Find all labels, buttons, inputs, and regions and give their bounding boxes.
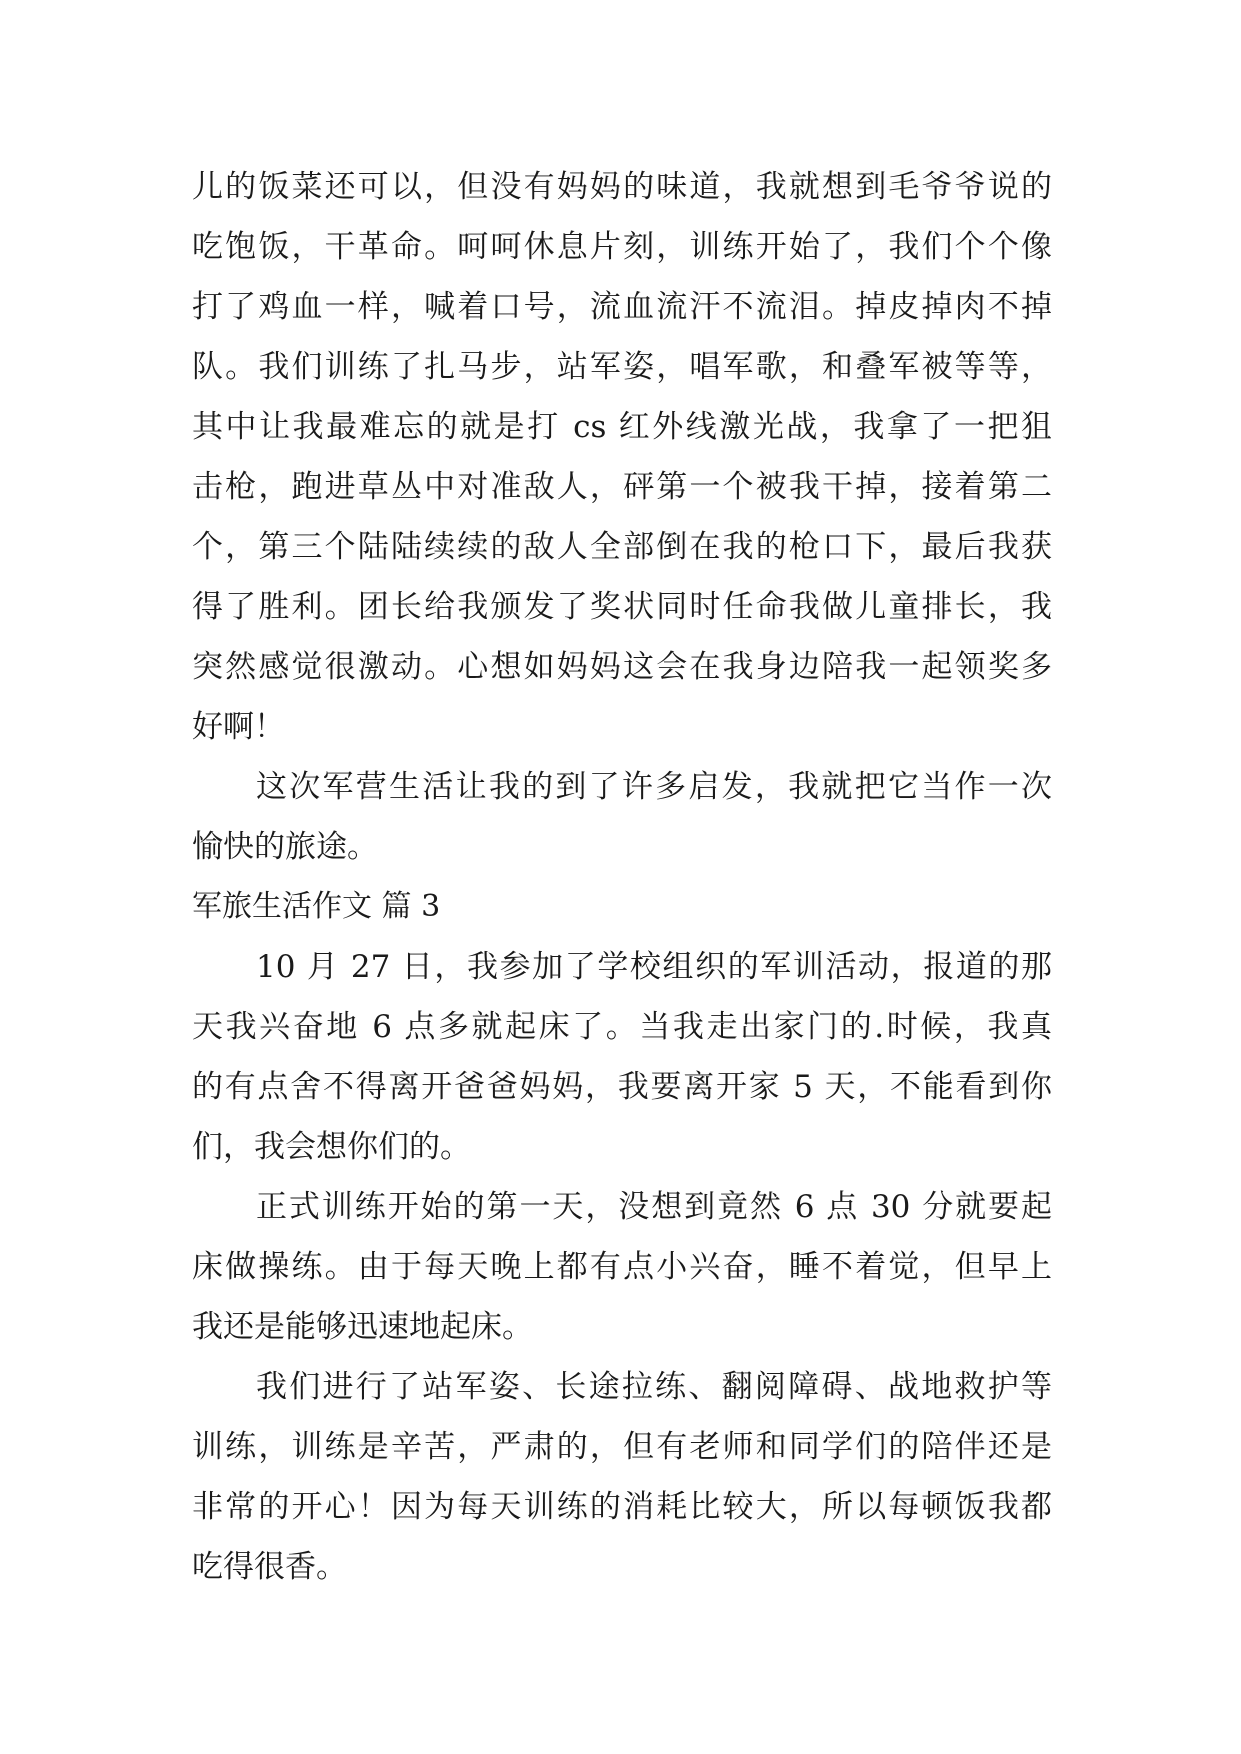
paragraph (192, 937, 1052, 1177)
text-line: 非常的开心！因为每天训练的消耗比较大，所以每顿饭我都 (192, 1489, 1052, 1525)
text-line: 我们进行了站军姿、长途拉练、翻阅障碍、战地救护等 (256, 1369, 1052, 1405)
text-line: 打了鸡血一样，喊着口号，流血流汗不流泪。掉皮掉肉不掉 (192, 289, 1052, 325)
text-line: 儿的饭菜还可以，但没有妈妈的味道，我就想到毛爷爷说的 (192, 169, 1052, 205)
paragraph (192, 1357, 1052, 1597)
text-line: 得了胜利。团长给我颁发了奖状同时任命我做儿童排长，我 (192, 589, 1052, 625)
paragraph (192, 757, 1052, 877)
text-line: 突然感觉很激动。心想如妈妈这会在我身边陪我一起领奖多 (192, 649, 1052, 685)
paragraph (192, 1177, 1052, 1357)
text-line: 击枪，跑进草丛中对准敌人，砰第一个被我干掉，接着第二 (192, 469, 1052, 505)
text-line: 好啊！ (192, 709, 285, 745)
text-line: 床做操练。由于每天晚上都有点小兴奋，睡不着觉，但早上 (192, 1249, 1052, 1285)
text-line: 正式训练开始的第一天，没想到竟然 6 点 30 分就要起 (256, 1189, 1052, 1225)
text-line: 吃饱饭，干革命。呵呵休息片刻，训练开始了，我们个个像 (192, 229, 1052, 265)
section-heading: 军旅生活作文 篇 3 (192, 889, 441, 924)
text-line: 的有点舍不得离开爸爸妈妈，我要离开家 5 天，不能看到你 (192, 1069, 1052, 1105)
paragraph (192, 157, 1052, 757)
text-line: 队。我们训练了扎马步，站军姿，唱军歌，和叠军被等等， (192, 349, 1052, 385)
text-line: 们，我会想你们的。 (192, 1129, 471, 1165)
text-line: 10 月 27 日，我参加了学校组织的军训活动，报道的那 (256, 949, 1052, 985)
text-line: 个，第三个陆陆续续的敌人全部倒在我的枪口下，最后我获 (192, 529, 1052, 565)
text-line: 其中让我最难忘的就是打 cs 红外线激光战，我拿了一把狙 (192, 409, 1052, 445)
text-line: 训练，训练是辛苦，严肃的，但有老师和同学们的陪伴还是 (192, 1429, 1052, 1465)
text-line: 天我兴奋地 6 点多就起床了。当我走出家门的.时候，我真 (192, 1009, 1052, 1045)
text-line: 愉快的旅途。 (192, 829, 378, 865)
text-line: 这次军营生活让我的到了许多启发，我就把它当作一次 (256, 769, 1052, 805)
text-line: 吃得很香。 (192, 1549, 347, 1585)
document-body (192, 157, 1052, 1597)
text-line: 我还是能够迅速地起床。 (192, 1309, 533, 1345)
